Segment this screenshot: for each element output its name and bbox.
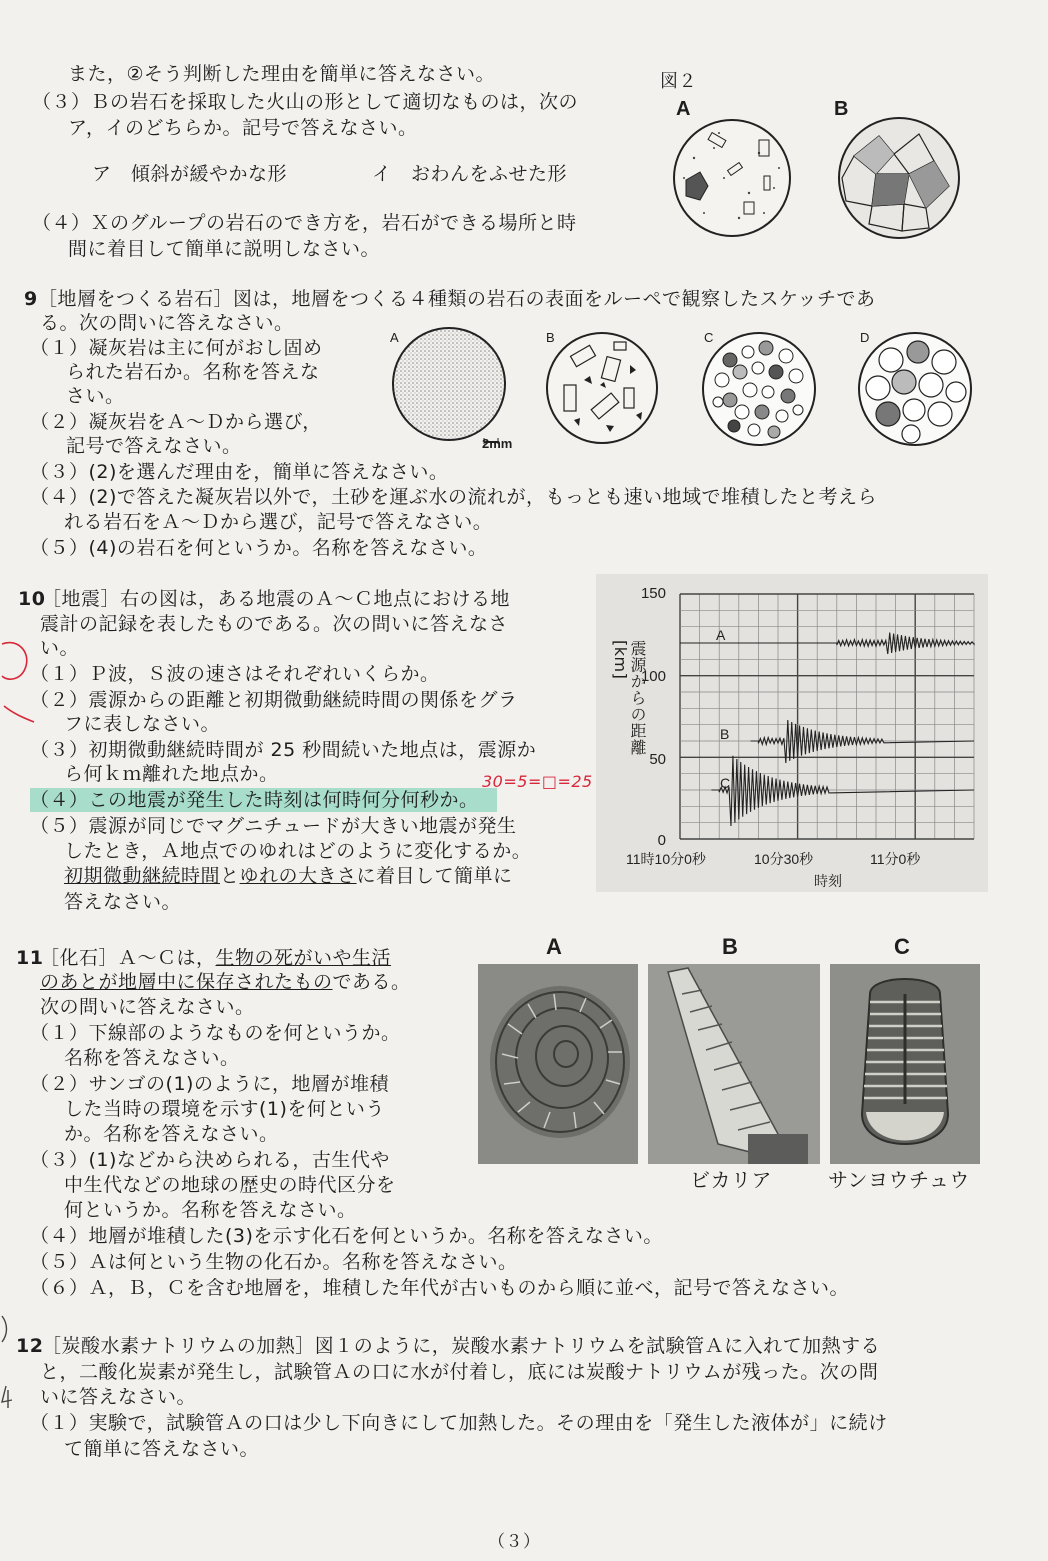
q9-q2-line2: 記号で答えなさい。 <box>66 435 242 457</box>
q9-q3: （３）(2)を選んだ理由を，簡単に答えなさい。 <box>30 461 449 483</box>
q10-q1: （１）Ｐ波，Ｓ波の速さはそれぞれいくらか。 <box>30 663 440 685</box>
q9-heading-line1: ［地層をつくる岩石］図は，地層をつくる４種類の岩石の表面をルーペで観察したスケッチであ <box>38 288 876 310</box>
fig2-rock-b <box>834 116 964 240</box>
q11-h1b: 生物の死がいや生活 <box>215 947 392 969</box>
fossil-photo-vicarya <box>648 964 820 1164</box>
q10-q5-to: と <box>220 865 240 887</box>
q10-q5-line1: （５）震源が同じでマグニチュードが大きい地震が発生 <box>30 815 517 837</box>
q9-rock-b <box>544 330 660 446</box>
q11-h2: のあとが地層中に保存されたもの <box>40 971 333 993</box>
q9-q4-line2: れる岩石をＡ～Ｄから選び，記号で答えなさい。 <box>64 511 493 533</box>
handwritten-note: 30=5=□=25 <box>482 772 593 791</box>
q9-heading-line2: る。次の問いに答えなさい。 <box>40 312 294 334</box>
q8-option-i: イ おわんをふせた形 <box>372 163 568 185</box>
q11-q3-line1: （３）(1)などから決められる，古生代や <box>30 1149 390 1171</box>
q12-heading-line2: と，二酸化炭素が発生し，試験管Ａの口に水が付着し，底には炭酸ナトリウムが残った。次の問 <box>40 1361 879 1383</box>
series-label-a: A <box>716 627 726 643</box>
q9-q1-line3: さい。 <box>66 385 125 407</box>
q10-q5-rest: に着目して簡単に <box>356 865 513 887</box>
q11-q2-line3: か。名称を答えなさい。 <box>64 1123 279 1145</box>
q11-h1a: ［化石］Ａ～Ｃは， <box>40 947 216 969</box>
q9-q5: （５）(4)の岩石を何というか。名称を答えなさい。 <box>30 537 488 559</box>
q11-q1-line2: 名称を答えなさい。 <box>64 1047 240 1069</box>
underline-shaking-size: ゆれの大きさ <box>239 865 357 887</box>
y-axis-label: 震源からの距離[km] <box>611 640 647 756</box>
q9-label-c: C <box>704 330 714 345</box>
q9-q4-line1: （４）(2)で答えた凝灰岩以外で，土砂を運ぶ水の流れが，もっとも速い地域で堆積したと考えら <box>30 486 878 508</box>
q11-q6: （６）Ａ，Ｂ，Ｃを含む地層を，堆積した年代が古いものから順に並べ，記号で答えなさい。 <box>30 1277 850 1299</box>
q12-number: 12 <box>16 1335 44 1357</box>
q8-q3-line1: （３）Ｂの岩石を採取した火山の形として適切なものは，次の <box>32 91 579 113</box>
q9-q2-line1: （２）凝灰岩をＡ～Ｄから選び， <box>30 411 322 433</box>
q10-heading-line1: ［地震］右の図は，ある地震のＡ～Ｃ地点における地 <box>42 588 511 610</box>
q9-rock-a <box>388 326 514 450</box>
x-tick-0: 11時10分0秒 <box>626 851 706 867</box>
q10-q5-line4: 答えなさい。 <box>64 891 182 913</box>
q10-q2-line2: フに表しなさい。 <box>64 713 221 735</box>
x-axis-label: 時刻 <box>814 873 842 889</box>
q11-heading-line3: 次の問いに答えなさい。 <box>40 996 255 1018</box>
q11-h2b: である。 <box>332 971 411 993</box>
q12-heading-line1: ［炭酸水素ナトリウムの加熱］図１のように，炭酸水素ナトリウムを試験管Ａに入れて加熱する <box>42 1335 881 1357</box>
caption-trilobite: サンヨウチュウ <box>828 1168 970 1192</box>
q11-q2-line2: した当時の環境を示す(1)を何という <box>64 1098 385 1120</box>
q11-number: 11 <box>16 947 44 969</box>
fossil-photo-trilobite <box>830 964 980 1164</box>
q8-line1: また，②そう判断した理由を簡単に答えなさい。 <box>68 63 496 85</box>
q9-q1-line1: （１）凝灰岩は主に何がおし固め <box>30 337 323 359</box>
underline-initial-tremor: 初期微動継続時間 <box>64 865 221 887</box>
q11-heading-line1 <box>40 946 391 970</box>
fossil-label-c: C <box>894 934 910 959</box>
handwritten-margin-mark <box>0 636 36 726</box>
q11-heading-line2 <box>40 970 411 994</box>
q10-q4-highlighted: （４）この地震が発生した時刻は何時何分何秒か。 <box>30 788 497 812</box>
fig2-title: 図２ <box>660 71 697 92</box>
fossil-label-b: B <box>722 934 738 959</box>
q10-q3-line1: （３）初期微動継続時間が 25 秒間続いた地点は，震源か <box>30 739 537 761</box>
q8-option-a: ア 傾斜が緩やかな形 <box>92 163 288 185</box>
fig2-rock-a <box>664 118 800 238</box>
q8-q4-line1: （４）Ｘのグループの岩石のでき方を，岩石ができる場所と時 <box>32 212 577 234</box>
q12-q1-line1: （１）実験で，試験管Ａの口は少し下向きにして加熱した。その理由を「発生した液体が」に続け <box>30 1412 888 1434</box>
q9-label-a: A <box>390 330 399 345</box>
fig2-label-b: B <box>834 98 849 120</box>
q11-q3-line2: 中生代などの地球の歴史の時代区分を <box>64 1174 396 1196</box>
q10-heading-line2: 震計の記録を表したものである。次の問いに答えなさ <box>40 613 509 635</box>
fossil-label-a: A <box>546 934 562 959</box>
q9-number: 9 <box>24 288 38 310</box>
series-label-c: C <box>720 775 731 791</box>
q11-q4: （４）地層が堆積した(3)を示す化石を何というか。名称を答えなさい。 <box>30 1225 663 1247</box>
q8-q3-line2: ア，イのどちらか。記号で答えなさい。 <box>68 117 418 139</box>
caption-vicarya: ビカリア <box>690 1168 772 1192</box>
q12-heading-line3: いに答えなさい。 <box>40 1386 197 1408</box>
q12-q1-line2: て簡単に答えなさい。 <box>64 1438 260 1460</box>
fossil-photo-ammonite <box>478 964 638 1164</box>
q9-rock-d <box>856 330 974 448</box>
q9-scale: 2mm <box>482 436 513 451</box>
q10-q5-line2: したとき，Ａ地点でのゆれはどのように変化するか。 <box>64 840 532 862</box>
series-label-b: B <box>720 726 730 742</box>
q11-q3-line3: 何というか。名称を答えなさい。 <box>64 1199 357 1221</box>
fig2-label-a: A <box>676 98 691 120</box>
q9-label-d: D <box>860 330 870 345</box>
y-tick-150: 150 <box>640 585 666 602</box>
q10-q2-line1: （２）震源からの距離と初期微動継続時間の関係をグラ <box>30 689 518 711</box>
q9-q1-line2: られた岩石か。名称を答えな <box>66 361 320 383</box>
y-tick-0: 0 <box>657 832 666 849</box>
q10-heading-line3: い。 <box>40 637 80 659</box>
q10-number: 10 <box>18 588 46 610</box>
q11-q5: （５）Ａは何という生物の化石か。名称を答えなさい。 <box>30 1251 518 1273</box>
x-tick-30: 10分30秒 <box>754 851 814 867</box>
q10-q3-line2: ら何ｋｍ離れた地点か。 <box>64 763 279 785</box>
page-number: （３） <box>488 1532 541 1552</box>
x-tick-60: 11分0秒 <box>870 851 921 867</box>
q9-label-b: B <box>546 330 555 345</box>
seismograph-chart <box>596 574 988 892</box>
q11-q1-line1: （１）下線部のようなものを何というか。 <box>30 1022 401 1044</box>
handwritten-margin-pencil <box>0 1310 16 1410</box>
q11-q2-line1: （２）サンゴの(1)のように，地層が堆積 <box>30 1073 389 1095</box>
q8-q4-line2: 間に着目して簡単に説明しなさい。 <box>68 238 381 260</box>
q9-rock-c <box>700 330 818 448</box>
q10-q5-line3 <box>64 864 513 888</box>
y-tick-50: 50 <box>649 751 666 768</box>
y-tick-100: 100 <box>640 668 666 685</box>
